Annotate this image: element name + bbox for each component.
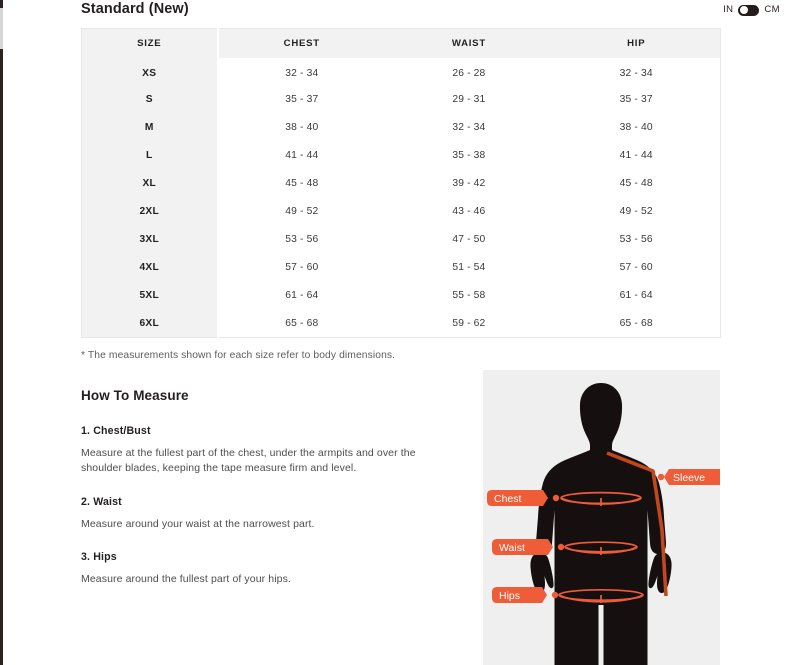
cell-hip: 32 - 34 — [553, 58, 721, 86]
cell-hip: 41 - 44 — [553, 142, 721, 170]
diagram-label-waist-text: Waist — [499, 542, 525, 554]
size-chart-body — [82, 58, 721, 338]
waist-anchor-dot — [558, 544, 564, 550]
size-chart-header — [82, 29, 721, 58]
size-chart-title: Standard (New) — [81, 1, 189, 17]
cell-chest: 53 - 56 — [218, 226, 386, 254]
table-row — [82, 226, 721, 254]
table-row — [82, 254, 721, 282]
diagram-label-sleeve-text: Sleeve — [673, 472, 706, 484]
column-header-chest: CHEST — [218, 29, 386, 58]
cell-waist: 51 - 54 — [385, 254, 553, 282]
sleeve-anchor-dot — [658, 474, 664, 480]
cell-chest: 57 - 60 — [218, 254, 386, 282]
cell-size: 4XL — [82, 254, 218, 282]
measure-step-waist — [81, 496, 441, 532]
cell-chest: 41 - 44 — [218, 142, 386, 170]
unit-label-inches: IN — [723, 4, 734, 16]
cell-size: 5XL — [82, 282, 218, 310]
cell-hip: 53 - 56 — [553, 226, 721, 254]
hips-anchor-dot — [552, 592, 558, 598]
body-measurement-diagram — [483, 370, 720, 665]
cell-size: 2XL — [82, 198, 218, 226]
chest-anchor-dot — [553, 495, 559, 501]
cell-chest: 38 - 40 — [218, 114, 386, 142]
cell-hip: 65 - 68 — [553, 310, 721, 338]
table-header-row — [82, 29, 721, 58]
diagram-label-chest-text: Chest — [494, 493, 522, 505]
cell-size: 3XL — [82, 226, 218, 254]
cell-waist: 29 - 31 — [385, 86, 553, 114]
how-to-measure-title: How To Measure — [81, 388, 189, 403]
table-row — [82, 58, 721, 86]
how-to-measure-section — [81, 388, 441, 588]
cell-size: S — [82, 86, 218, 114]
cell-hip: 35 - 37 — [553, 86, 721, 114]
cell-waist: 32 - 34 — [385, 114, 553, 142]
measure-step-chest — [81, 425, 441, 477]
cell-chest: 61 - 64 — [218, 282, 386, 310]
table-row — [82, 86, 721, 114]
size-chart-table — [81, 28, 721, 338]
cell-size: 6XL — [82, 310, 218, 338]
diagram-label-hips-text: Hips — [499, 590, 521, 602]
measure-step-body: Measure at the fullest part of the chest, under the armpits and over the shoulder blades, keeping the tape measure firm and level. — [81, 447, 416, 475]
cell-hip: 57 - 60 — [553, 254, 721, 282]
cell-hip: 49 - 52 — [553, 198, 721, 226]
measure-step-heading: 1. Chest/Bust — [81, 425, 151, 437]
cell-waist: 35 - 38 — [385, 142, 553, 170]
table-row — [82, 310, 721, 338]
cell-size: XS — [82, 58, 218, 86]
cell-hip: 45 - 48 — [553, 170, 721, 198]
page-scrollbar-thumb[interactable] — [0, 8, 3, 49]
cell-size: L — [82, 142, 218, 170]
cell-waist: 55 - 58 — [385, 282, 553, 310]
measure-step-heading: 2. Waist — [81, 495, 122, 508]
column-header-size: SIZE — [82, 29, 218, 58]
table-row — [82, 114, 721, 142]
column-header-hip: HIP — [553, 29, 721, 58]
measure-step-hips — [81, 551, 441, 587]
cell-size: XL — [82, 170, 218, 198]
cell-hip: 61 - 64 — [553, 282, 721, 310]
cell-chest: 49 - 52 — [218, 198, 386, 226]
measure-step-body: Measure around your waist at the narrowest part. — [81, 517, 315, 530]
size-chart-note: * The measurements shown for each size refer to body dimensions. — [81, 350, 396, 361]
table-row — [82, 198, 721, 226]
cell-waist: 43 - 46 — [385, 198, 553, 226]
cell-chest: 35 - 37 — [218, 86, 386, 114]
table-row — [82, 170, 721, 198]
cell-waist: 26 - 28 — [385, 58, 553, 86]
cell-waist: 39 - 42 — [385, 170, 553, 198]
cell-hip: 38 - 40 — [553, 114, 721, 142]
measure-step-heading: 3. Hips — [81, 551, 117, 564]
cell-chest: 32 - 34 — [218, 58, 386, 86]
measure-step-body: Measure around the fullest part of your hips. — [81, 573, 291, 586]
cell-waist: 59 - 62 — [385, 310, 553, 338]
cell-chest: 65 - 68 — [218, 310, 386, 338]
cell-size: M — [82, 114, 218, 142]
page-scrollbar[interactable] — [0, 0, 3, 665]
unit-label-centimeters: CM — [764, 4, 780, 16]
column-header-waist: WAIST — [385, 29, 553, 58]
cell-waist: 47 - 50 — [385, 226, 553, 254]
table-row — [82, 142, 721, 170]
cell-chest: 45 - 48 — [218, 170, 386, 198]
table-row — [82, 282, 721, 310]
